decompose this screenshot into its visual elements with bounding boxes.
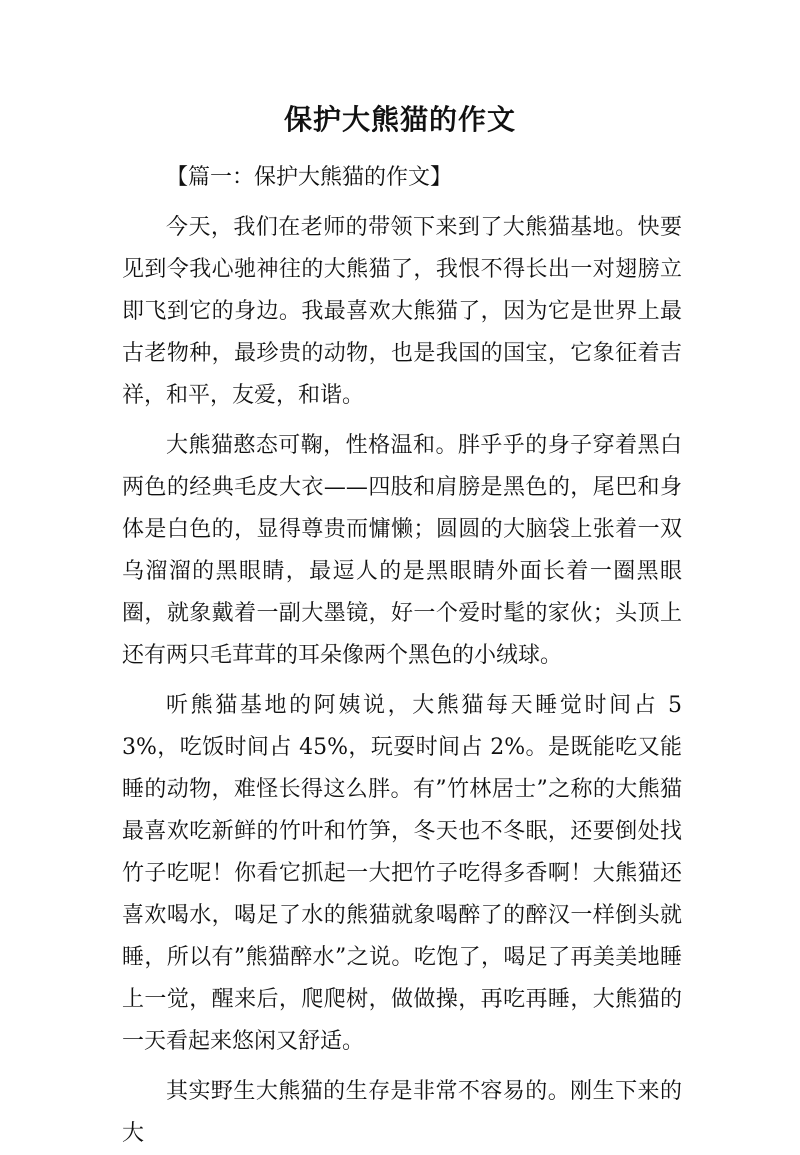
paragraph-4: 其实野生大熊猫的生存是非常不容易的。刚生下来的大 xyxy=(122,1079,682,1146)
document-title: 保护大熊猫的作文 xyxy=(283,103,516,136)
paragraph-3: 听熊猫基地的阿姨说，大熊猫每天睡觉时间占 53%，吃饭时间占 45%，玩耍时间占 2%。是既能吃又能睡的动物，难怪长得这么胖。有”竹林居士”之称的大熊猫最喜欢吃新鲜的竹叶和竹笋，冬天也不冬眠，还要倒处找竹子吃呢！你看它抓起一大把竹子吃得多香啊！大熊猫还喜欢喝水，喝足了水的熊猫就象喝醉了的醉汉一样倒头就睡，所以有”熊猫醉水”之说。吃饱了，喝足了再美美地睡上一觉，醒来后，爬爬树，做做操，再吃再睡，大熊猫的一天看起来悠闲又舒适。 xyxy=(122,693,682,1054)
paragraph-1: 今天，我们在老师的带领下来到了大熊猫基地。快要见到令我心驰神往的大熊猫了，我恨不得长出一对翅膀立即飞到它的身边。我最喜欢大熊猫了，因为它是世界上最古老物种，最珍贵的动物，也是我国的国宝，它象征着吉祥，和平，友爱，和谐。 xyxy=(122,215,682,408)
section-heading: 【篇一：保护大熊猫的作文】 xyxy=(166,165,453,190)
paragraph-2: 大熊猫憨态可鞠，性格温和。胖乎乎的身子穿着黑白两色的经典毛皮大衣——四肢和肩膀是黑色的，尾巴和身体是白色的，显得尊贵而慵懒；圆圆的大脑袋上张着一双乌溜溜的黑眼睛，最逗人的是黑眼睛外面长着一圈黑眼圈，就象戴着一副大墨镜，好一个爱时髦的家伙；头顶上还有两只毛茸茸的耳朵像两个黑色的小绒球。 xyxy=(122,433,682,668)
document-body xyxy=(122,157,682,1155)
